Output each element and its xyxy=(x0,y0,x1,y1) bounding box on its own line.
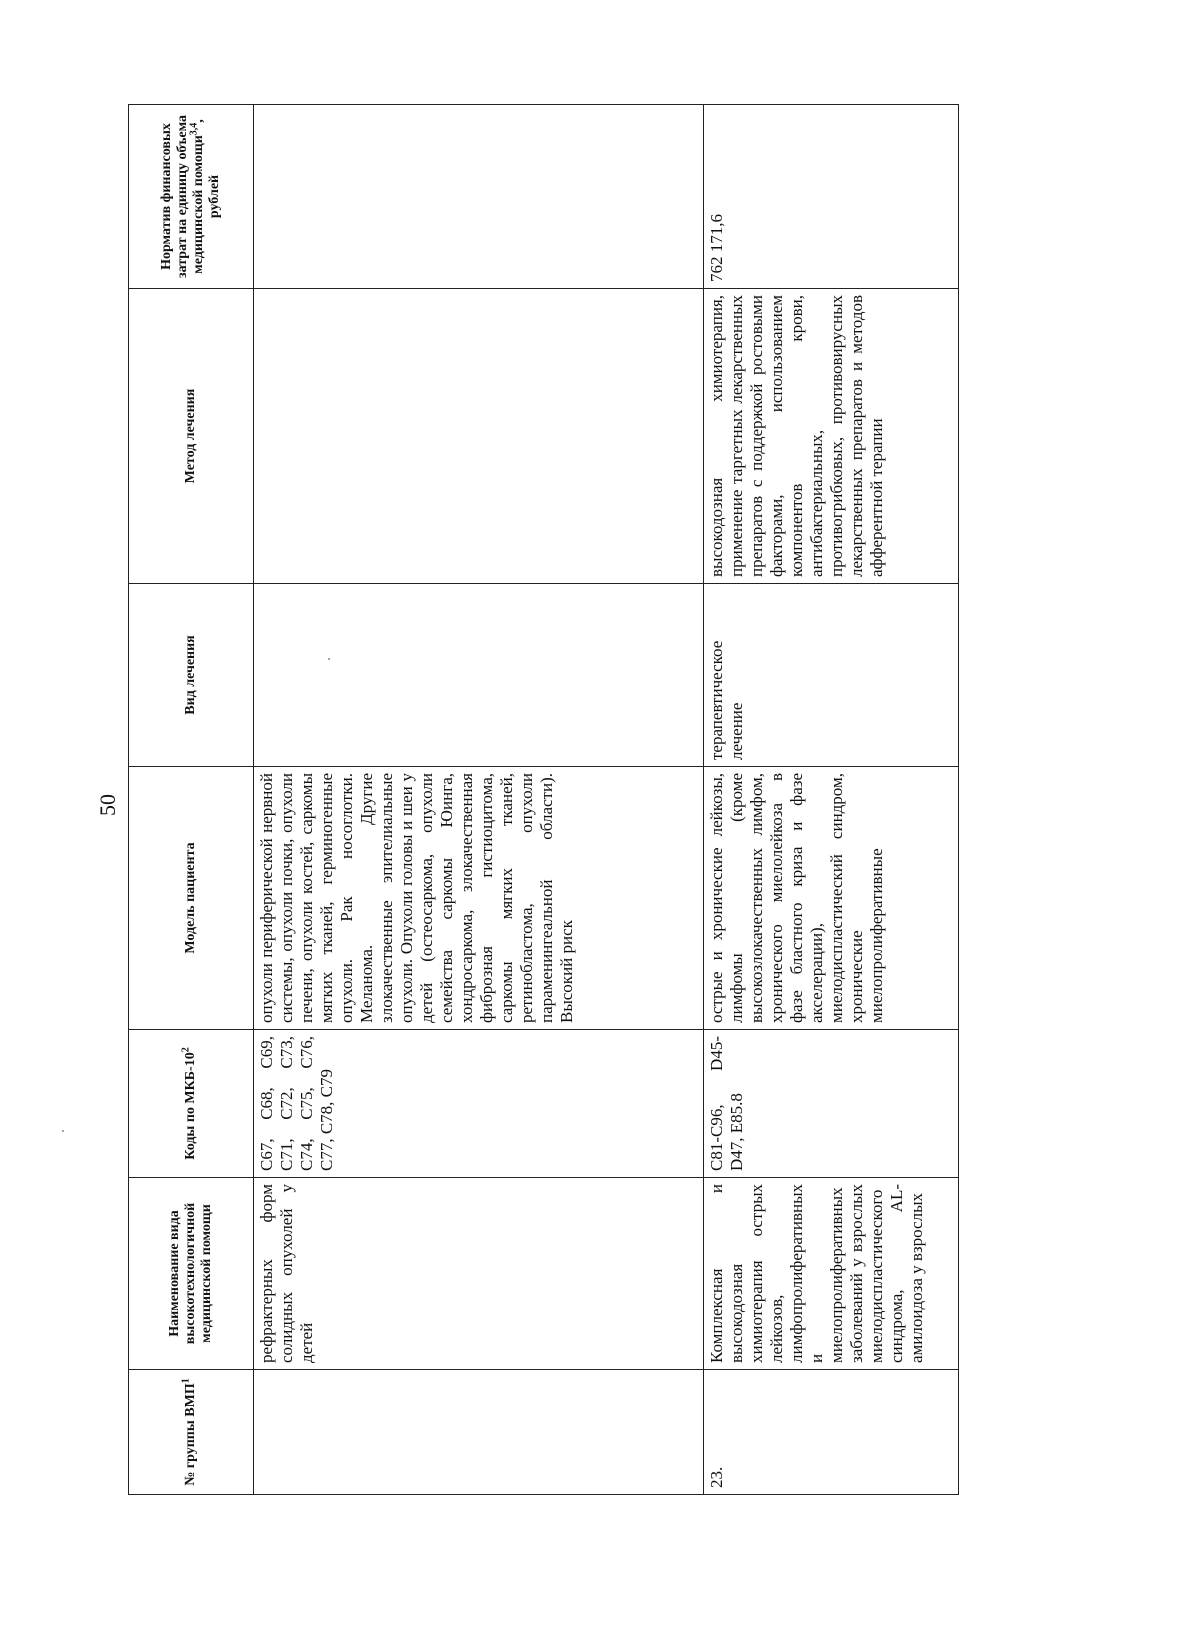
table-header-row xyxy=(129,105,254,1495)
cell-codes: C81-C96, D45-D47, E85.8 xyxy=(704,1030,959,1178)
cell-codes: C67, C68, C69, C71, C72, C73, C74, C75, C76, C77, C78, C79 xyxy=(254,1030,704,1178)
vmp-table xyxy=(128,104,959,1495)
page-number: 50 xyxy=(95,794,120,816)
cell-name: Комплексная и высокодозная химиотерапия острых лейкозов, лимфопролиферативных и миелопролиферативных заболеваний у взрослых миелодиспластического синдрома, AL-амилоидоза у взрослых xyxy=(704,1178,959,1370)
header-group-no: № группы ВМП$^1$ xyxy=(129,1370,254,1495)
cell-treatment-method: высокодозная химиотерапия, применение таргетных лекарственных препаратов с поддержкой ростовыми факторами, использованием компонентов крови, антибактериальных, противогрибковых, противовирусных лекарственных препаратов и методов афферентной терапии xyxy=(704,289,959,584)
table-row xyxy=(254,105,704,1495)
cell-cost xyxy=(254,105,704,289)
header-name: Наименование вида высокотехнологичной медицинской помощи xyxy=(129,1178,254,1370)
cell-name: рефрактерных форм солидных опухолей у детей xyxy=(254,1178,704,1370)
header-treatment-method: Метод лечения xyxy=(129,289,254,584)
table-row xyxy=(704,105,959,1495)
cell-treatment-method xyxy=(254,289,704,584)
cell-group-no: 23. xyxy=(704,1370,959,1495)
cell-patient-model: острые и хронические лейкозы, лимфомы (кроме высокозлокачественных лимфом, хронического миелолейкоза в фазе бластного криза и фазе акселерации), миелодиспластический синдром, хронические миелопролиферативные xyxy=(704,767,959,1030)
header-cost: Норматив финансовых затрат на единицу объема медицинской помощи$^{3,4}$, рублей xyxy=(129,105,254,289)
header-treatment-type: Вид лечения xyxy=(129,584,254,767)
cell-patient-model: опухоли периферической нервной системы, опухоли почки, опухоли печени, опухоли костей, саркомы мягких тканей, герминогенные опухоли. Рак носоглотки. Меланома. Другие злокачественные эпителиальные опухоли. Опухоли головы и шеи у детей (остеосаркома, опухоли семейства саркомы Юинга, хондросаркома, злокачественная фиброзная гистиоцитома, саркомы мягких тканей, ретинобластома, опухоли параменингеальной области). Высокий риск xyxy=(254,767,704,1030)
cell-group-no xyxy=(254,1370,704,1495)
cell-cost: 762 171,6 xyxy=(704,105,959,289)
header-patient-model: Модель пациента xyxy=(129,767,254,1030)
cell-treatment-type: терапевтическое лечение xyxy=(704,584,959,767)
cell-treatment-type xyxy=(254,584,704,767)
vmp-table-rotated xyxy=(128,105,958,1495)
scan-speck xyxy=(62,1130,64,1132)
header-codes: Коды по МКБ-10$^2$ xyxy=(129,1030,254,1178)
